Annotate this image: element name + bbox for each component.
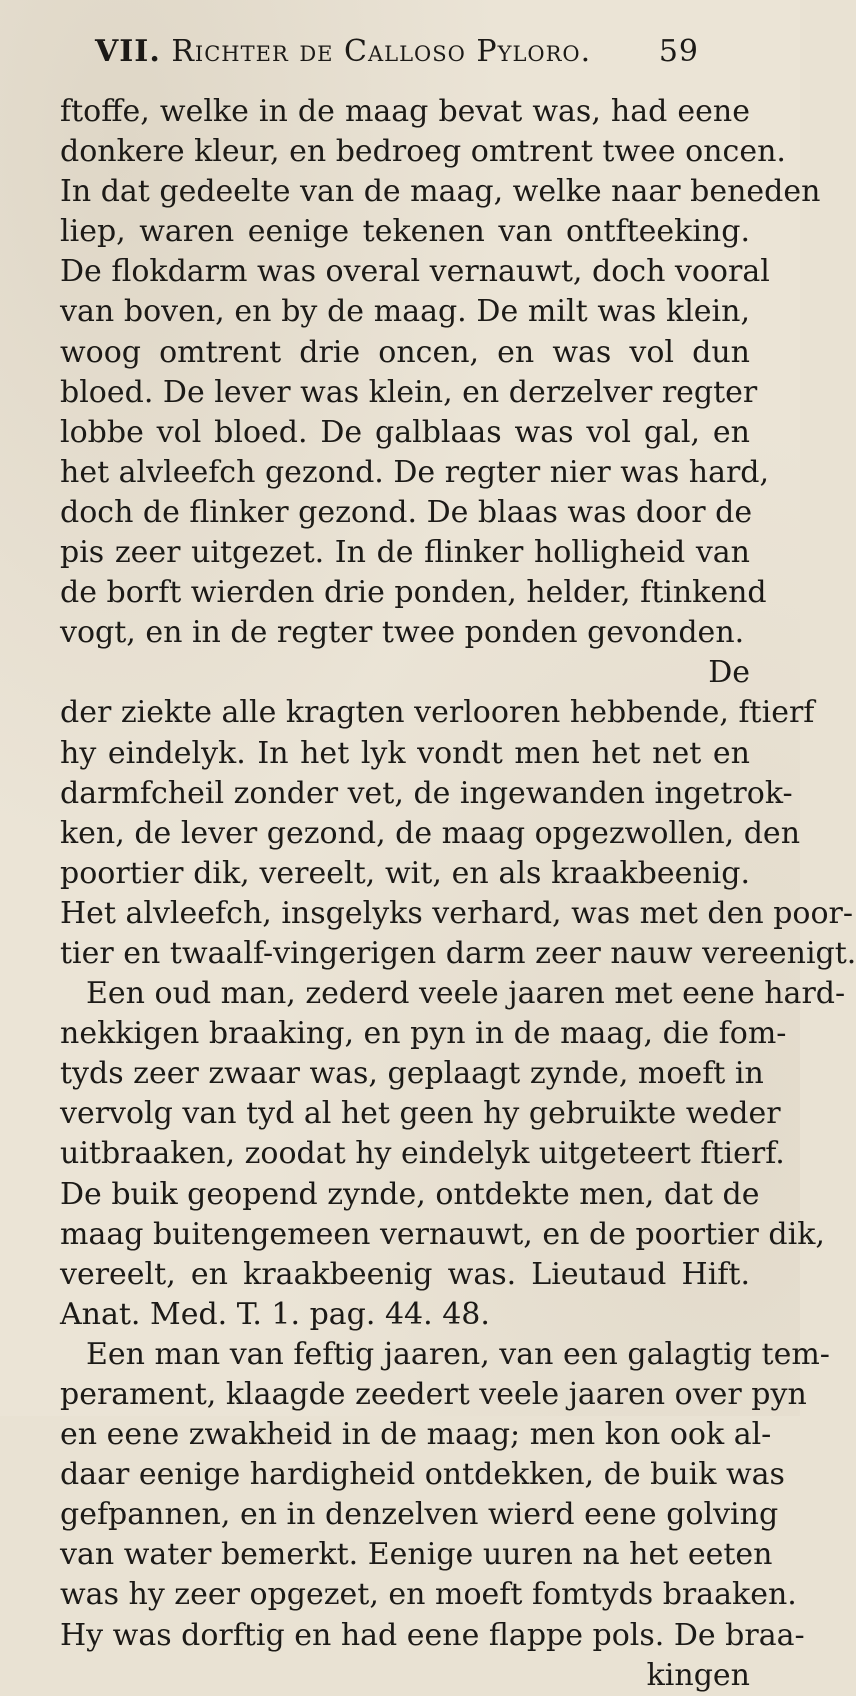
- running-header: [95, 34, 699, 69]
- text-line: der ziekte alle kragten verlooren hebbende, ftierf: [60, 695, 815, 731]
- text-line: doch de flinker gezond. De blaas was door de: [60, 494, 753, 530]
- text-line: De: [708, 655, 750, 691]
- text-line: daar eenige hardigheid ontdekken, de buik was: [60, 1457, 785, 1493]
- text-line: lobbe vol bloed. De galblaas was vol gal, en: [60, 414, 750, 450]
- text-line: De flokdarm was overal vernauwt, doch vooral: [60, 254, 770, 290]
- text-line: ftoffe, welke in de maag bevat was, had eene: [60, 94, 750, 129]
- text-line: van boven, en by de maag. De milt was klein,: [60, 294, 750, 330]
- text-line: Anat. Med. T. 1. pag. 44. 48.: [60, 1296, 490, 1332]
- text-line: De buik geopend zynde, ontdekte men, dat de: [60, 1176, 760, 1212]
- text-line: bloed. De lever was klein, en derzelver regter: [60, 374, 758, 410]
- text-line: uitbraaken, zoodat hy eindelyk uitgeteert ftierf.: [60, 1136, 785, 1172]
- text-line: darmfcheil zonder vet, de ingewanden ingetrok-: [60, 775, 793, 811]
- running-title-subject: Calloso Pyloro.: [344, 34, 592, 69]
- running-title-de: de: [299, 34, 334, 69]
- text-line: maag buitengemeen vernauwt, en de poortier dik,: [60, 1216, 825, 1252]
- text-line: was hy zeer opgezet, en moeft fomtyds braaken.: [60, 1577, 797, 1613]
- text-line: donkere kleur, en bedroeg omtrent twee oncen.: [60, 134, 786, 170]
- text-line: poortier dik, vereelt, wit, en als kraakbeenig.: [60, 855, 750, 891]
- text-line: tyds zeer zwaar was, geplaagt zynde, moeft in: [60, 1056, 764, 1092]
- chapter-number: VII.: [95, 34, 161, 69]
- body-text: [60, 92, 856, 1696]
- text-line: perament, klaagde zeedert veele jaaren over pyn: [60, 1377, 807, 1412]
- text-line: de borft wierden drie ponden, helder, ftinkend: [60, 575, 767, 611]
- page-number: 59: [658, 34, 699, 69]
- text-line: Het alvleefch, insgelyks verhard, was met den poor-: [60, 895, 854, 931]
- text-line: vereelt, en kraakbeenig was. Lieutaud Hift.: [60, 1256, 750, 1292]
- text-line: van water bemerkt. Eenige uuren na het eeten: [60, 1537, 773, 1573]
- text-line: vogt, en in de regter twee ponden gevonden.: [60, 615, 745, 651]
- text-line: ken, de lever gezond, de maag opgezwollen, den: [60, 815, 801, 851]
- text-line: In dat gedeelte van de maag, welke naar beneden: [60, 174, 821, 210]
- text-line: liep, waren eenige tekenen van ontfteeking.: [60, 214, 750, 250]
- text-line: gefpannen, en in denzelven wierd eene golving: [60, 1497, 779, 1533]
- running-title-name: Richter: [171, 34, 289, 69]
- text-line: kingen: [646, 1657, 750, 1693]
- text-line: Hy was dorftig en had eene flappe pols. De braa-: [60, 1617, 805, 1653]
- text-line: Een oud man, zederd veele jaaren met eene hard-: [86, 976, 846, 1012]
- text-line: pis zeer uitgezet. In de flinker holligheid van: [60, 535, 750, 571]
- text-line: tier en twaalf-vingerigen darm zeer nauw vereenigt.: [60, 935, 856, 971]
- text-line: hy eindelyk. In het lyk vondt men het net en: [60, 735, 750, 771]
- text-line: het alvleefch gezond. De regter nier was hard,: [60, 454, 770, 490]
- text-line: en eene zwakheid in de maag; men kon ook al-: [60, 1417, 772, 1453]
- text-line: vervolg van tyd al het geen hy gebruikte weder: [60, 1096, 781, 1132]
- text-line: Een man van feftig jaaren, van een galagtig tem-: [86, 1336, 830, 1372]
- text-line: woog omtrent drie oncen, en was vol dun: [60, 334, 750, 370]
- text-line: nekkigen braaking, en pyn in de maag, die fom-: [60, 1016, 787, 1052]
